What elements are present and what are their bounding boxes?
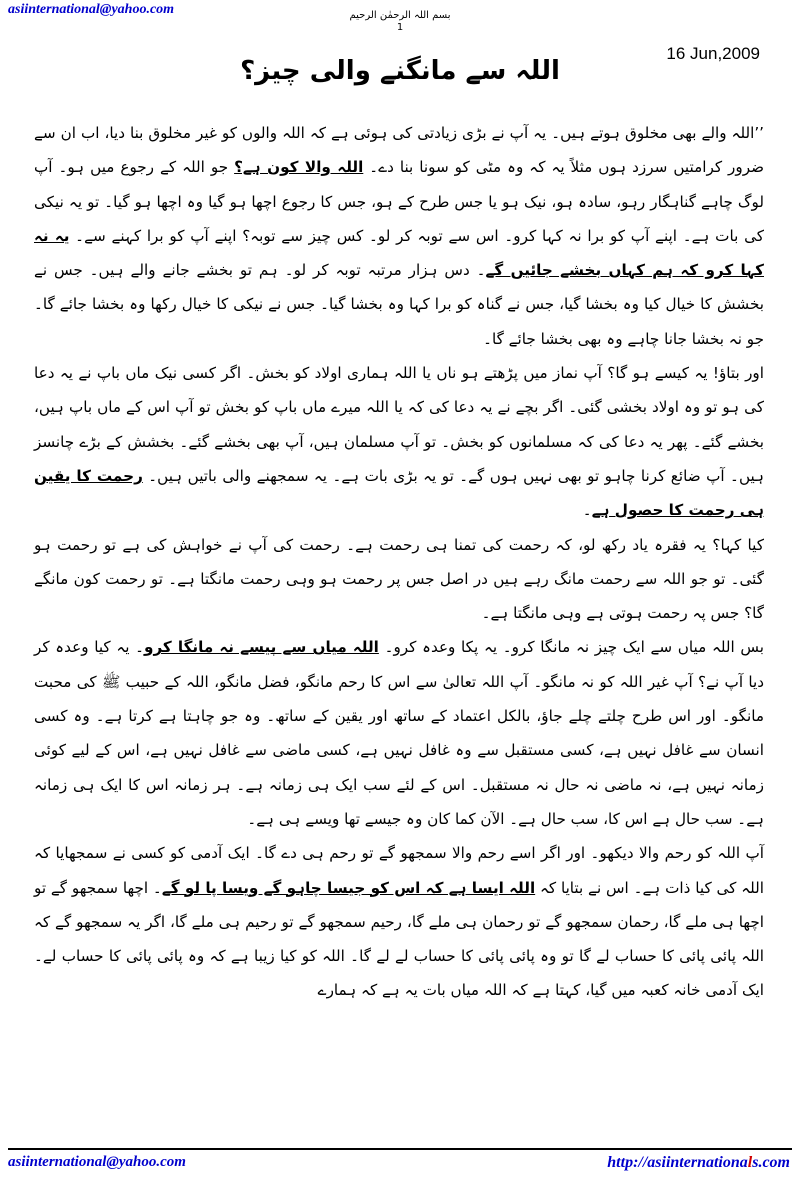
emphasis-allah-as-you-think: اللہ ایسا ہے کہ اس کو جیسا چاہو گے ویسا پا لو گے bbox=[161, 878, 536, 897]
footer-divider bbox=[8, 1148, 792, 1150]
paragraph-4: بس اللہ میاں سے ایک چیز نہ مانگا کرو۔ یہ پکا وعدہ کرو۔ اللہ میاں سے پیسے نہ مانگا کرو۔ یہ کیا وعدہ کر دیا آپ نے؟ آپ غیر اللہ کو نہ مانگو۔ آپ اللہ تعالیٰ سے اس کا رحم مانگو، فضل مانگو، اللہ کے حبیب ﷺ کی محبت مانگو۔ اور اس طرح چلتے چلے جاؤ، بالکل اعتماد کے ساتھ اور یقین کے ساتھ۔ وہ جو چاہتا ہے کرتا ہے۔ وہ کسی انسان سے غافل نہیں ہے، کسی مستقبل سے وہ غافل نہیں ہے، کسی ماضی سے غافل نہیں ہے، اس کے لیے کوئی زمانہ نہیں ہے، نہ ماضی نہ حال نہ مستقبل۔ اس کے لئے سب ایک ہی زمانہ ہے۔ ہر زمانہ اس کا ایک ہی زمانہ ہے۔ سب حال ہے اس کا، سب حال ہے۔ الآن کما کان وہ جیسے تھا ویسے ہی ہے۔ bbox=[34, 638, 764, 828]
paragraph-2: اور بتاؤ! یہ کیسے ہو گا؟ آپ نماز میں پڑھتے ہو ناں یا اللہ ہماری اولاد کو بخش۔ اگر کسی نیک ماں باپ نے یہ دعا کی ہو تو وہ اولاد بخشی گئی۔ اگر بچے نے یہ دعا کی کہ یا اللہ میرے ماں باپ کو بخش تو آپ اس کے ماں باپ ہیں، بخشے گئے۔ پھر یہ دعا کی کہ مسلمانوں کو بخش۔ تو آپ مسلمان ہیں، آپ بھی بخشے گئے۔ بخشش کے بڑے چانسز ہیں۔ آپ ضائع کرنا چاہو تو بھی نہیں ہوں گے۔ تو یہ بڑی بات ہے۔ یہ سمجھنے والی باتیں ہیں۔ رحمت کا یقین ہی رحمت کا حصول ہے۔ bbox=[34, 364, 764, 520]
article-body bbox=[34, 116, 764, 1008]
footer-url[interactable]: http://asiinternationals.com bbox=[607, 1154, 790, 1171]
header-email[interactable]: asiinternational@yahoo.com bbox=[8, 2, 175, 17]
footer-email[interactable]: asiinternational@yahoo.com bbox=[8, 1154, 186, 1170]
page-number: 1 bbox=[396, 22, 404, 33]
page-title: اللہ سے مانگنے والی چیز؟ bbox=[240, 56, 560, 86]
paragraph-1: ’’اللہ والے بھی مخلوق ہوتے ہیں۔ یہ آپ نے بڑی زیادتی کی ہوئی ہے کہ اللہ والوں کو غیر مخلوق بنا دیا، اب ان سے ضرور کرامتیں سرزد ہوں مثلاً یہ کہ وہ مٹی کو سونا بنا دے۔ اللہ والا کون ہے؟ جو اللہ کے رجوع میں ہو۔ آپ لوگ چاہے گناہگار رہو، سادہ ہو، نیک ہو یا جس طرح کے ہو، جس کا رجوع اچھا ہو گیا وہ اچھا ہو گیا۔ تو یہ نیکی کی بات ہے۔ اپنے آپ کو برا نہ کہا کرو۔ اس سے توبہ کر لو۔ کس چیز سے توبہ؟ اپنے آپ کو برا کہنے سے۔ یہ نہ کہا کرو کہ ہم کہاں بخشے جائیں گے۔ دس ہزار مرتبہ توبہ کر لو۔ ہم تو بخشے جانے والے ہیں۔ جس نے بخشش کا خیال کیا وہ بخشا گیا، جس نے گناہ کو برا کہا وہ بخشا گیا۔ جس نے نیکی کا خیال رکھا وہ بخشا جائے گا۔ جو نہ بخشا جانا چاہے وہ بھی بخشا جائے گا۔ bbox=[34, 124, 764, 348]
emphasis-rehmat: رحمت کا یقین ہی رحمت کا حصول ہے bbox=[34, 466, 764, 520]
emphasis-money: اللہ میاں سے پیسے نہ مانگا کرو bbox=[144, 638, 379, 657]
emphasis-who-is-allah-wala: اللہ والا کون ہے؟ bbox=[234, 158, 364, 177]
emphasis-do-not-say: یہ نہ کہا کرو کہ ہم کہاں بخشے جائیں گے bbox=[34, 226, 764, 280]
paragraph-5: آپ اللہ کو رحم والا دیکھو۔ اور اگر اسے رحم والا سمجھو گے تو رحم ہی دے گا۔ ایک آدمی کو کسی نے سمجھایا کہ اللہ کی کیا ذات ہے۔ اس نے بتایا کہ اللہ ایسا ہے کہ اس کو جیسا چاہو گے ویسا پا لو گے۔ اچھا سمجھو گے تو اچھا ہی ملے گا، رحمان سمجھو گے تو رحمان ہی ملے گا، رحیم سمجھو گے تو رحیم ہی ملے گا، اگر یہ سمجھو گے کہ اللہ پائی پائی کا حساب لے گا تو وہ پائی پائی کا حساب لے لے گا۔ اللہ کو کیا زیبا ہے کہ وہ پائی پائی کا حساب لے۔ ایک آدمی خانہ کعبہ میں گیا، کہتا ہے کہ اللہ میاں بات یہ ہے کہ ہمارے bbox=[34, 844, 764, 1000]
bismillah: بسم اللہ الرحمٰن الرحیم bbox=[349, 10, 451, 21]
paragraph-3: کیا کہا؟ یہ فقرہ یاد رکھ لو، کہ رحمت کی تمنا ہی رحمت ہے۔ رحمت کی آپ نے خواہش کی ہے تو رحمت ہو گئی۔ تو جو اللہ سے رحمت مانگ رہے ہیں در اصل جس پر رحمت ہو وہی رحمت مانگتا ہے۔ تو رحمت کون مانگے گا؟ جس پہ رحمت ہوتی ہے وہی مانگتا ہے۔ bbox=[34, 535, 764, 623]
date: 16 Jun,2009 bbox=[666, 44, 760, 63]
